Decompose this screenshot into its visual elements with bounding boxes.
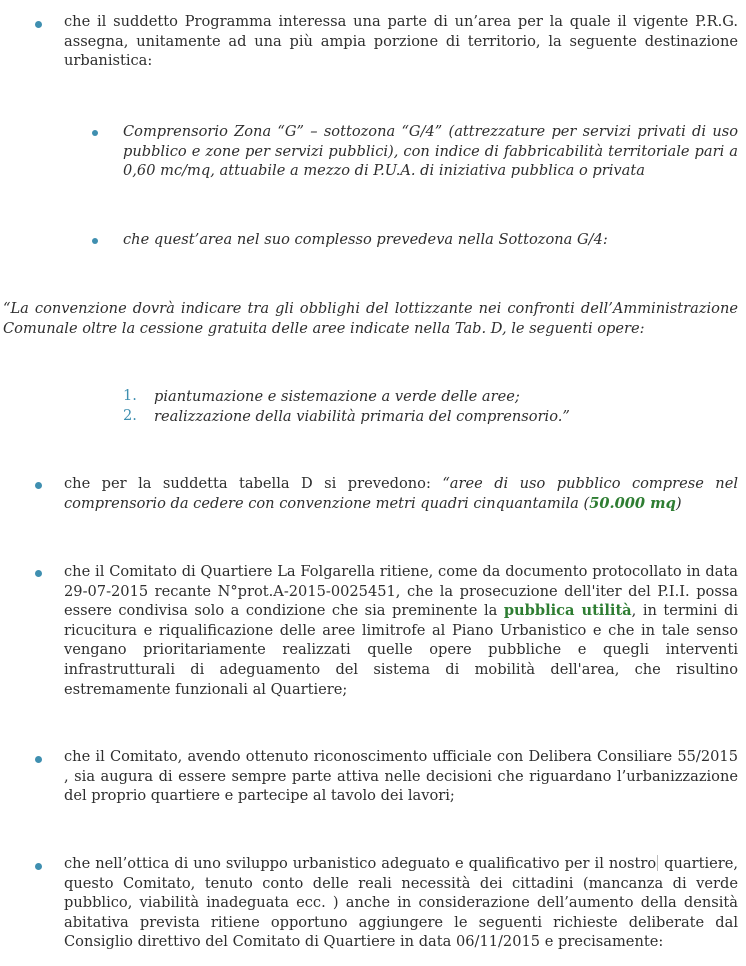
list-number: 2. [123,407,137,424]
list-text: piantumazione e sistemazione a verde delle aree; [154,388,520,405]
list-text: realizzazione della viabilità primaria del comprensorio.” [154,408,570,425]
paragraph-2: Comprensorio Zona “G” – sottozona “G/4” (attrezzature per servizi privati di uso pubblico e zone per servizi pubblici), con indice di fabbricabilità territoriale pari a 0,60 mc/mq, attuabile a mezzo di P.U.A. di iniziativa pubblica o privata [123,123,738,180]
paragraph-4-quote: “aree di uso pubblico comprese nel comprensorio da cedere con convenzione metri quadri cinquantamila ( [64,475,738,512]
bullet-icon [35,570,42,577]
highlight-pubblica-utilita: pubblica utilità [503,602,632,620]
paragraph-4-intro: che per la suddetta tabella D si prevedono: [64,475,443,492]
bullet-icon [35,482,42,489]
paragraph-5-part-b: , in termini di ricucitura e riqualificazione delle aree limitrofe al Piano Urbanistico e che in tale senso vengano prioritariamente realizzati quelle opere pubbliche e quegli interventi infrastrutturali di adeguamento del sistema di mobilità dell'area, che risultino estremamente funzionali al Quartiere; [64,602,738,698]
paragraph-6: che il Comitato, avendo ottenuto riconoscimento ufficiale con Delibera Consiliare 55/2015 , sia augura di essere sempre parte attiva nelle decisioni che riguardano l’urbanizzazione del proprio quartiere e partecipe al tavolo dei lavori; [64,748,738,805]
highlight-area-value: 50.000 mq [589,494,676,512]
paragraph-1: che il suddetto Programma interessa una parte di un’area per la quale il vigente P.R.G. assegna, unitamente ad una più ampia porzione di territorio, la seguente destinazione urbanistica: [64,13,738,70]
bullet-icon [35,863,42,870]
bullet-icon [92,238,98,244]
paragraph-4 [64,474,738,513]
paragraph-7-part-a: che nell’ottica di uno sviluppo urbanistico adeguato e qualificativo per il nostro [64,855,657,872]
paragraph-7-part-b: quartiere, questo Comitato, tenuto conto delle reali necessità dei cittadini (mancanza di verde pubblico, viabilità inadeguata ecc. ) anche in considerazione dell’aumento della densità abitativa prevista ritiene opportuno aggiungere le seguenti richieste deliberate dal Consiglio direttivo del Comitato di Quartiere in data 06/11/2015 e precisamente: [64,855,739,951]
paragraph-3: che quest’area nel suo complesso prevedeva nella Sottozona G/4: [123,231,608,248]
bullet-icon [35,21,42,28]
paragraph-4-close: ) [675,494,682,512]
list-number: 1. [123,387,137,404]
paragraph-7 [64,854,738,952]
bullet-icon [92,130,98,136]
paragraph-5-part-a: che il Comitato di Quartiere La Folgarella ritiene, come da documento protocollato in data 29-07-2015 recante N°prot.A-2015-0025451, che la prosecuzione dell'iter del P.I.I. possa essere condivisa solo a condizione che sia preminente la [64,563,738,620]
quote-paragraph: “La convenzione dovrà indicare tra gli obblighi del lottizzante nei confronti dell’Amministrazione Comunale oltre la cessione gratuita delle aree indicate nella Tab. D, le seguenti opere: [3,300,738,337]
bullet-icon [35,756,42,763]
paragraph-5 [64,562,738,699]
